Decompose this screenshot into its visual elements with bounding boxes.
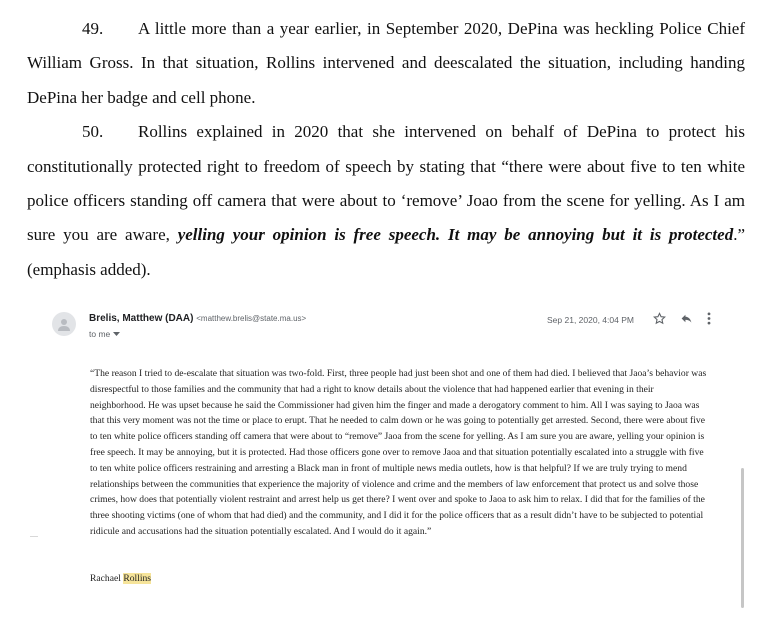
margin-mark [30,536,38,537]
signature-last-name-highlight: Rollins [123,573,152,584]
email-actions [653,312,711,325]
email-date: Sep 21, 2020, 4:04 PM [547,315,634,325]
star-icon[interactable] [653,312,666,325]
email-screenshot [44,308,744,628]
more-vert-icon[interactable] [707,312,711,325]
paragraph-49 [27,0,745,115]
paragraph-tail: .” (emphasis added). [27,225,746,279]
legal-document [27,0,745,287]
chevron-down-icon [113,329,120,339]
sender-name: Brelis, Matthew (DAA) [89,313,194,324]
to-line: to me [89,329,111,339]
emphasis-text: yelling your opinion is free speech. It may be annoying but it is protected [177,225,734,245]
email-body: “The reason I tried to de-escalate that situation was two-fold. First, three people had just been shot and one of them had died. I believed that Jaoa’s behavior was disrespectful to those families and the community that had a right to know details about the violence that had happened earlier that evening in their neighborhood. He was upset because he said the Commissioner had given him the finger and made a derogatory comment to him. All I was saying to Jaoa was that this very moment was not the time or place to erupt. That he needed to calm down or he was going to potentially get arrested. Second, there were about five to ten white police officers standing off camera that were about to “remove” Jaoa from the scene for yelling. As I am sure you are aware, yelling your opinion is free speech. It may be annoying, but it is protected. Had those officers gone over to remove Jaoa and that situation potentially escalated into a struggle with five to ten white police officers restraining and arresting a Black man in front of multiple news media outlets, how is that helpful? If we are truly trying to mend relationships between the communities that experience the majority of violence and crime and the members of law enforcement that protect us and solve those crimes, how does that potentially violent restraint and arrest help us get there? I went over and spoke to Jaoa to ask him to relax. I did that for the families of the three shooting victims (one of whom that had died) and the community, and I did it for the police officers that as a result didn’t have to be subjected to potential ridicule and accusations had the situation potentially escalated. And I would do it again.” [90,368,707,537]
paragraph-text: Chief William Gross. In that situation, Rollins intervened and deescalated the situation, including handing DePina her badge and cell phone. [27,19,746,107]
email-signature [90,573,151,584]
paragraph-text: constitutionally protected right to freedom of speech by stating that “there were about five to ten white police officers standing off camera that were about to ‘remove’ Joao from the scene for yelling. As I am sure you are aware, [27,156,745,245]
person-avatar-icon[interactable] [52,312,76,336]
paragraph-first-line: A little more than a year earlier, in September 2020, DePina was heckling Police [138,19,702,38]
email-sender [89,313,306,324]
paragraph-50 [27,115,745,287]
sender-address: <matthew.brelis@state.ma.us> [196,314,307,323]
recipient-dropdown[interactable] [89,329,120,339]
scrollbar[interactable] [741,468,744,608]
paragraph-number: 50. [82,122,104,142]
signature-first-name: Rachael [90,573,121,584]
reply-icon[interactable] [680,312,693,325]
paragraph-first-line: Rollins explained in 2020 that she intervened on behalf of DePina to protect his [138,122,745,142]
paragraph-number: 49. [82,19,104,38]
